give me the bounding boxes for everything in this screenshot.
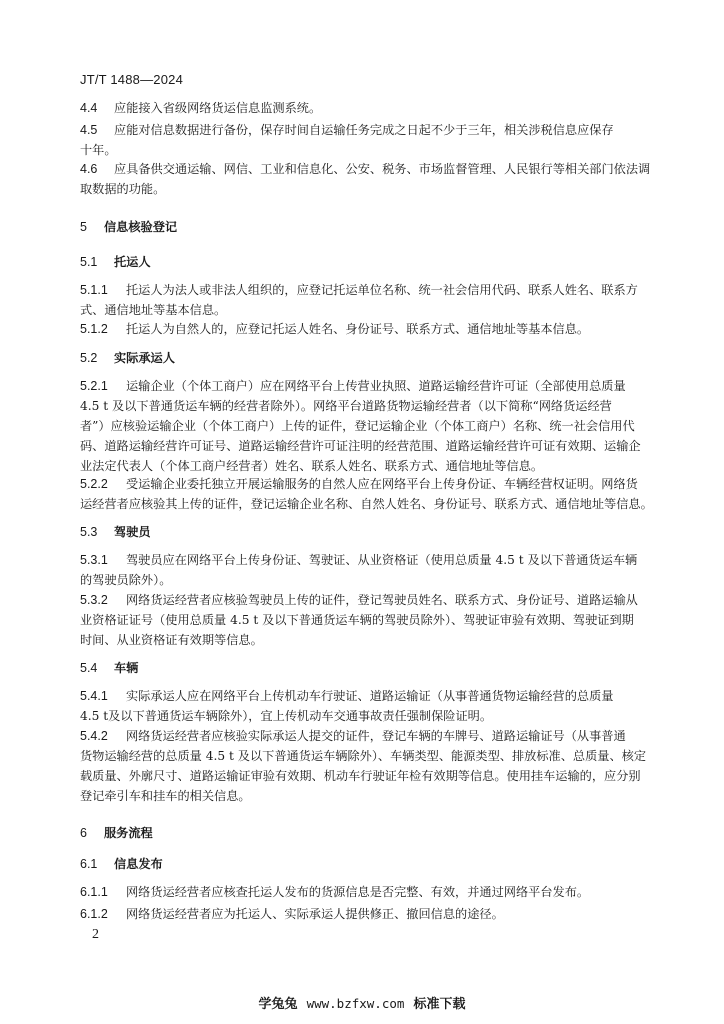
- clause-text: 受运输企业委托独立开展运输服务的自然人应在网络平台上传身份证、车辆经营权证明。网络货: [126, 477, 638, 491]
- footer-url[interactable]: www.bzfxw.com: [306, 996, 405, 1011]
- section-title: 车辆: [114, 661, 139, 675]
- clause-number: 5.3.2: [80, 593, 108, 607]
- clause-text: 网络货运经营者应核查托运人发布的货源信息是否完整、有效，并通过网络平台发布。: [126, 885, 590, 899]
- clause-number: 5.4.2: [80, 729, 108, 743]
- clause-text: 托运人为法人或非法人组织的，应登记托运单位名称、统一社会信用代码、联系人姓名、联系方: [126, 283, 638, 297]
- clause-text: 载质量、外廓尺寸、道路运输证审验有效期、机动车行驶证年检有效期等信息。使用挂车运输的，应分别: [80, 769, 641, 783]
- clause-number: 6.1.1: [80, 885, 108, 899]
- clause-number: 5.1.1: [80, 283, 108, 297]
- clause-number: 5.3.1: [80, 553, 108, 567]
- clause-text: 托运人为自然人的，应登记托运人姓名、身份证号、联系方式、通信地址等基本信息。: [126, 322, 590, 336]
- section-number: 6.1: [80, 857, 98, 871]
- clause-text: 登记牵引车和挂车的相关信息。: [80, 789, 251, 803]
- clause-number: 4.6: [80, 162, 98, 176]
- footer-site-name: 学兔兔: [258, 997, 298, 1012]
- clause-text: 取数据的功能。: [80, 182, 166, 196]
- clause-text: 应具备供交通运输、网信、工业和信息化、公安、税务、市场监督管理、人民银行等相关部门依法调: [114, 162, 651, 176]
- section-title: 信息核验登记: [104, 220, 178, 234]
- clause-text: 业法定代表人（个体工商户经营者）姓名、联系人姓名、联系方式、通信地址等信息。: [80, 459, 544, 473]
- clause-text: 货物运输经营的总质量 4.5 t 及以下普通货运车辆除外）、车辆类型、能源类型、排放标准、总质量、核定: [80, 749, 647, 763]
- page-number: 2: [92, 927, 99, 942]
- clause-number: 4.4: [80, 101, 98, 115]
- clause-number: 4.5: [80, 123, 98, 137]
- clause-text: 式、通信地址等基本信息。: [80, 303, 227, 317]
- section-number: 5.3: [80, 525, 98, 539]
- clause-text: 业资格证证号（使用总质量 4.5 t 及以下普通货运车辆的驾驶员除外）、驾驶证审验有效期、驾驶证到期: [80, 613, 634, 627]
- clause-text: 实际承运人应在网络平台上传机动车行驶证、道路运输证（从事普通货物运输经营的总质量: [126, 689, 614, 703]
- section-number: 5.4: [80, 661, 98, 675]
- clause-number: 5.4.1: [80, 689, 108, 703]
- clause-text: 驾驶员应在网络平台上传身份证、驾驶证、从业资格证（使用总质量 4.5 t 及以下普通货运车辆: [126, 553, 638, 567]
- section-number: 5.1: [80, 255, 98, 269]
- clause-number: 5.2.2: [80, 477, 108, 491]
- section-title: 托运人: [114, 255, 151, 269]
- clause-text: 应能对信息数据进行备份，保存时间自运输任务完成之日起不少于三年，相关涉税信息应保存: [114, 123, 614, 137]
- section-number: 6: [80, 826, 87, 840]
- clause-text: 运输企业（个体工商户）应在网络平台上传营业执照、道路运输经营许可证（全部使用总质量: [126, 379, 626, 393]
- clause-number: 5.2.1: [80, 379, 108, 393]
- clause-text: 应能接入省级网络货运信息监测系统。: [114, 101, 322, 115]
- clause-text: 网络货运经营者应核验驾驶员上传的证件，登记驾驶员姓名、联系方式、身份证号、道路运输从: [126, 593, 638, 607]
- clause-text: 网络货运经营者应核验实际承运人提交的证件，登记车辆的车牌号、道路运输证号（从事普通: [126, 729, 626, 743]
- standard-number: JT/T 1488—2024: [80, 72, 184, 87]
- clause-number: 5.1.2: [80, 322, 108, 336]
- clause-text: 者”）应核验运输企业（个体工商户）上传的证件，登记运输企业（个体工商户）名称、统一社会信用代: [80, 419, 635, 433]
- section-title: 实际承运人: [114, 351, 175, 365]
- clause-text: 网络货运经营者应为托运人、实际承运人提供修正、撤回信息的途径。: [126, 907, 504, 921]
- section-title: 信息发布: [114, 857, 163, 871]
- section-title: 驾驶员: [114, 525, 151, 539]
- clause-text: 4.5 t及以下普通货运车辆除外），宜上传机动车交通事故责任强制保险证明。: [80, 709, 493, 723]
- clause-text: 4.5 t 及以下普通货运车辆的经营者除外）。网络平台道路货物运输经营者（以下简称“网络货运经营: [80, 399, 612, 413]
- section-title: 服务流程: [104, 826, 153, 840]
- clause-text: 十年。: [80, 143, 117, 157]
- section-number: 5: [80, 220, 87, 234]
- clause-text: 的驾驶员除外）。: [80, 573, 172, 587]
- clause-number: 6.1.2: [80, 907, 108, 921]
- section-number: 5.2: [80, 351, 98, 365]
- clause-text: 运经营者应核验其上传的证件，登记运输企业名称、自然人姓名、身份证号、联系方式、通信地址等信息。: [80, 497, 653, 511]
- clause-text: 时间、从业资格证有效期等信息。: [80, 633, 263, 647]
- footer-tagline: 标准下载: [413, 997, 466, 1012]
- download-footer: [0, 993, 724, 1012]
- clause-text: 码、道路运输经营许可证号、道路运输经营许可证注明的经营范围、道路运输经营许可证有效期、运输企: [80, 439, 641, 453]
